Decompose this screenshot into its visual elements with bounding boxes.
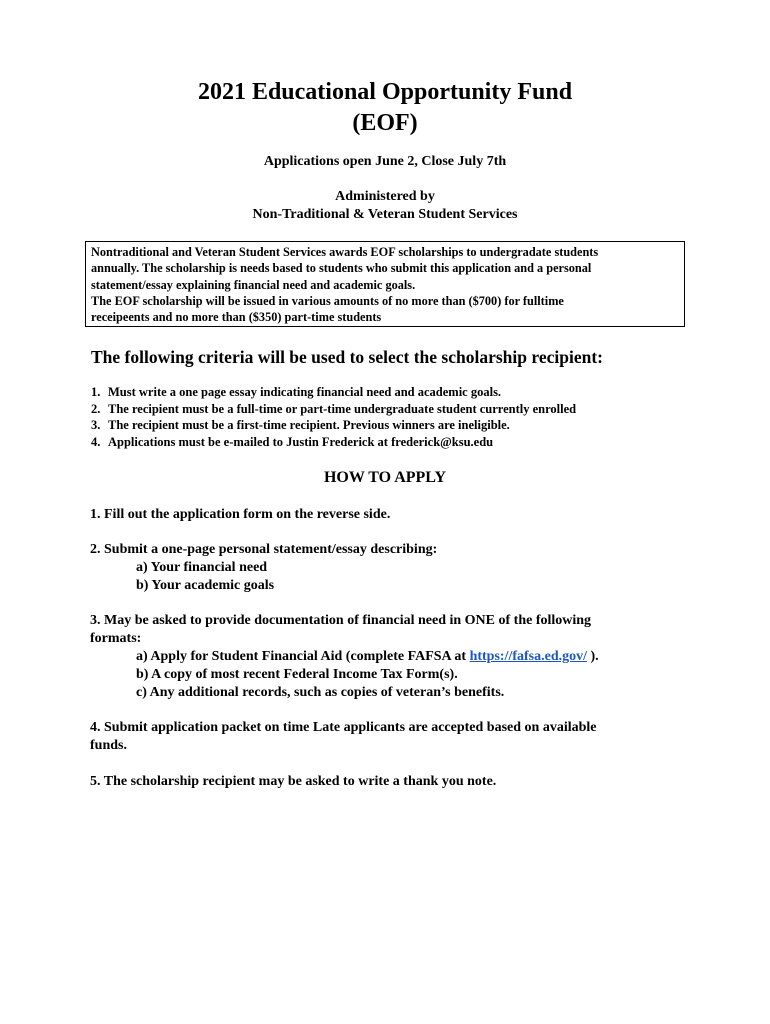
step-3-item-a [136, 648, 599, 666]
intro-line: Nontraditional and Veteran Student Services awards EOF scholarships to undergradate students [91, 245, 599, 259]
criteria-list [91, 384, 576, 450]
criteria-heading: The following criteria will be used to select the scholarship recipient: [91, 347, 603, 367]
step-4: 4. Submit application packet on time Late applicants are accepted based on available [90, 720, 597, 735]
criteria-text: The recipient must be a first-time recipient. Previous winners are ineligible. [108, 418, 510, 432]
criteria-number: 2. [91, 401, 101, 416]
criteria-number: 4. [91, 434, 101, 449]
page-title: 2021 Educational Opportunity Fund [197, 79, 573, 105]
criteria-item [91, 384, 576, 401]
intro-description-box [85, 241, 685, 327]
step-3: 3. May be asked to provide documentation of financial need in ONE of the following [90, 613, 592, 628]
how-to-apply-heading: HOW TO APPLY [323, 469, 447, 486]
step-2-item-a: a) Your financial need [136, 560, 268, 575]
criteria-text: Must write a one page essay indicating financial need and academic goals. [108, 385, 502, 399]
administering-department: Non-Traditional & Veteran Student Services [252, 207, 518, 222]
criteria-item [91, 417, 576, 434]
intro-line: receipeents and no more than ($350) part-time students [91, 310, 382, 325]
criteria-text: Applications must be e-mailed to Justin Frederick at frederick@ksu.edu [108, 434, 494, 449]
fafsa-link[interactable]: https://fafsa.ed.gov/ [469, 649, 588, 664]
intro-line: annually. The scholarship is needs based to students who submit this application and a personal [91, 261, 592, 276]
step-3-item-b: b) A copy of most recent Federal Income Tax Form(s). [136, 667, 458, 682]
intro-line: The EOF scholarship will be issued in various amounts of no more than ($700) for fulltime [91, 293, 564, 308]
administered-by-label: Administered by [335, 189, 435, 204]
criteria-number: 1. [91, 385, 101, 399]
step-3-item-c: c) Any additional records, such as copies of veteran’s benefits. [136, 685, 505, 700]
criteria-item [91, 434, 576, 451]
criteria-number: 3. [91, 418, 101, 432]
step-2-item-b: b) Your academic goals [136, 578, 275, 593]
criteria-item [91, 401, 576, 418]
step-1: 1. Fill out the application form on the reverse side. [90, 507, 391, 522]
intro-line: statement/essay explaining financial need and academic goals. [91, 277, 416, 292]
step-2: 2. Submit a one-page personal statement/essay describing: [90, 542, 438, 557]
application-dates: Applications open June 2, Close July 7th [263, 154, 507, 169]
page-title-acronym: (EOF) [352, 110, 418, 136]
step-3-continued: formats: [90, 631, 142, 646]
step-5: 5. The scholarship recipient may be asked to write a thank you note. [90, 774, 497, 789]
criteria-text: The recipient must be a full-time or part-time undergraduate student currently enrolled [108, 401, 577, 416]
step-4-continued: funds. [90, 738, 127, 753]
step-3-item-a-text: a) Apply for Student Financial Aid (complete FAFSA at [136, 649, 470, 664]
step-3-item-a-suffix: ). [587, 649, 599, 664]
